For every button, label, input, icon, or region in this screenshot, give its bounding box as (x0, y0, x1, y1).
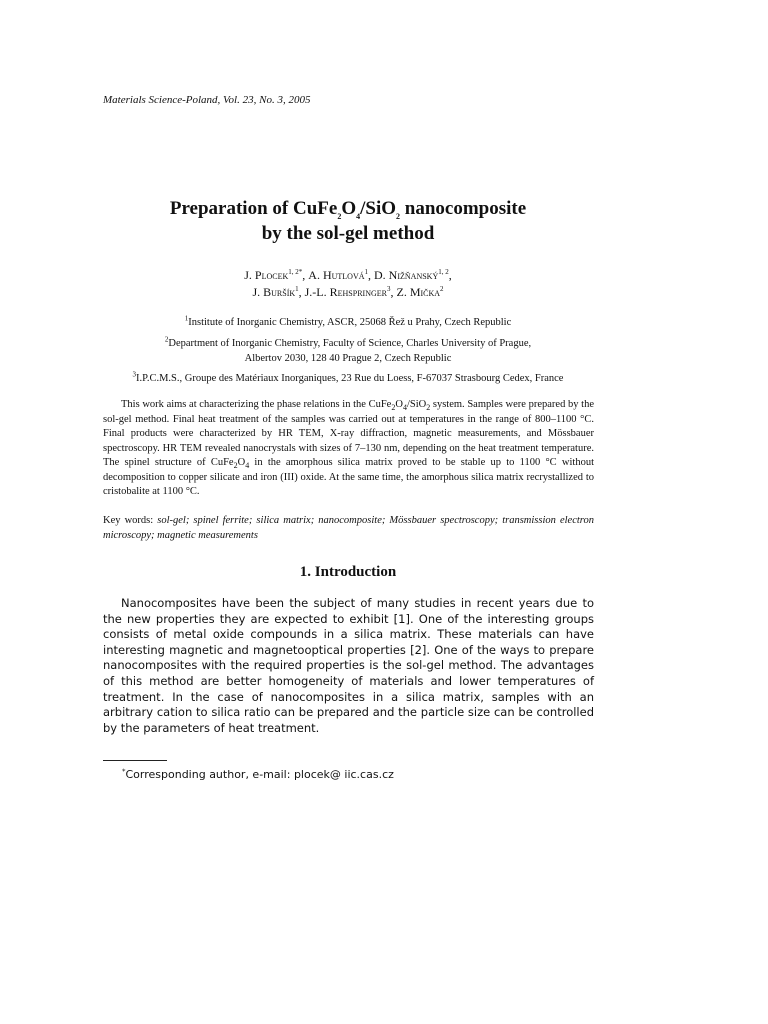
affiliation-text-line-2: Albertov 2030, 128 40 Prague 2, Czech Republic (244, 353, 452, 364)
affiliation-mark: 3 (132, 370, 137, 379)
title-sub-3: 2 (396, 211, 400, 221)
affiliation-text: I.P.C.M.S., Groupe des Matériaux Inorganiques, 23 Rue du Loess, F-67037 Strasbourg Cedex, France (136, 373, 564, 384)
title-sub-2: 4 (356, 211, 361, 221)
abstract (103, 398, 594, 500)
affiliation-text: Department of Inorganic Chemistry, Faculty of Science, Charles University of Prague, (168, 338, 532, 349)
abstract-sub: 2 (426, 403, 431, 413)
footnote-mark: * (122, 767, 126, 776)
author-affil-mark: 1, 2* (288, 268, 303, 276)
abstract-sub: 4 (402, 403, 407, 413)
abstract-part-1: This work aims at characterizing the phase relations in the CuFe (121, 399, 392, 410)
author-name: Z. Mička (396, 285, 441, 299)
affiliation-1 (0, 315, 696, 330)
affiliation-text: Institute of Inorganic Chemistry, ASCR, 25068 Řež u Prahy, Czech Republic (188, 317, 512, 328)
author-list (0, 267, 696, 301)
author-name: A. Hutlová (308, 268, 365, 282)
abstract-part-2: system. Samples were prepared by the sol-gel method. Final heat treatment of the samples was carried out at temperatures in the range of 800–1100 °C. Final products were characterized by HR TEM, X-ray diffraction, magnetic measurements, and Mössbauer spectroscopy. HR TEM revealed nanocrystals with sizes of 7–130 nm, depending on the heat treatment temperature. The spinel structure of CuFe (103, 399, 594, 468)
author-separator: , (448, 268, 452, 282)
author-separator: , (390, 285, 397, 299)
footnote (122, 768, 394, 781)
author-separator: , (298, 285, 305, 299)
title-o: O (341, 198, 357, 219)
title-suffix: nanocomposite (400, 198, 527, 219)
author-separator: , (302, 268, 309, 282)
abstract-sub: 4 (245, 461, 250, 471)
keywords-label: Key words: (103, 515, 158, 526)
title-mid: /SiO (360, 198, 396, 219)
journal-header: Materials Science-Poland, Vol. 23, No. 3, 2005 (103, 94, 311, 106)
keywords (103, 514, 594, 543)
author-name: D. Nižňanský (374, 268, 439, 282)
keywords-list: sol-gel; spinel ferrite; silica matrix; nanocomposite; Mössbauer spectroscopy; transmission electron microscopy; magnetic measurements (103, 515, 594, 541)
abstract-o: O (237, 457, 246, 468)
title-prefix: Preparation of CuFe (169, 198, 338, 219)
author-affil-mark: 1 (364, 268, 368, 276)
affiliation-mark: 1 (184, 314, 189, 323)
author-name: J. Buršík (252, 285, 296, 299)
author-separator: , (368, 268, 374, 282)
footnote-text: Corresponding author, e-mail: plocek@ iic.cas.cz (125, 768, 394, 781)
title-line-2: by the sol-gel method (261, 223, 435, 244)
author-affil-mark: 1, 2 (438, 268, 449, 276)
abstract-o: O (395, 399, 403, 410)
author-affil-mark: 1 (295, 285, 299, 293)
footnote-divider (103, 760, 167, 761)
abstract-part-3: in the amorphous silica matrix proved to be stable up to 1100 °C without decomposition to copper silicate and iron (III) oxide. At the same time, the amorphous silica matrix recrystallized to cristobalite at 1100 °C. (103, 457, 595, 497)
author-line-2 (0, 284, 696, 301)
section-heading: 1. Introduction (299, 564, 397, 580)
author-line-1 (0, 267, 696, 284)
paper-title (0, 196, 696, 246)
abstract-sub: 2 (233, 461, 238, 471)
author-name: J. Plocek (244, 268, 289, 282)
affiliation-mark: 2 (164, 335, 169, 344)
title-sub-1: 2 (337, 211, 342, 221)
author-affil-mark: 2 (440, 285, 444, 293)
intro-paragraph: Nanocomposites have been the subject of many studies in recent years due to the new properties they are expected to exhibit [1]. One of the interesting groups consists of metal oxide compounds in a silica matrix. These materials can have interesting magnetic and magnetooptical properties [2]. One of the ways to prepare nanocomposites with the required properties is the sol-gel method. The advantages of this method are better homogeneity of materials and lower temperatures of treatment. In the case of nanocomposites in a silica matrix, samples with an arbitrary cation to silica ratio can be prepared and the particle size can be controlled by the parameters of heat treatment. (103, 596, 594, 735)
author-name: J.-L. Rehspringer (304, 285, 387, 299)
author-affil-mark: 3 (386, 285, 391, 293)
affiliation-2 (0, 336, 696, 366)
abstract-mid: /SiO (406, 399, 427, 410)
affiliation-3 (0, 371, 696, 386)
abstract-sub: 2 (391, 403, 396, 413)
